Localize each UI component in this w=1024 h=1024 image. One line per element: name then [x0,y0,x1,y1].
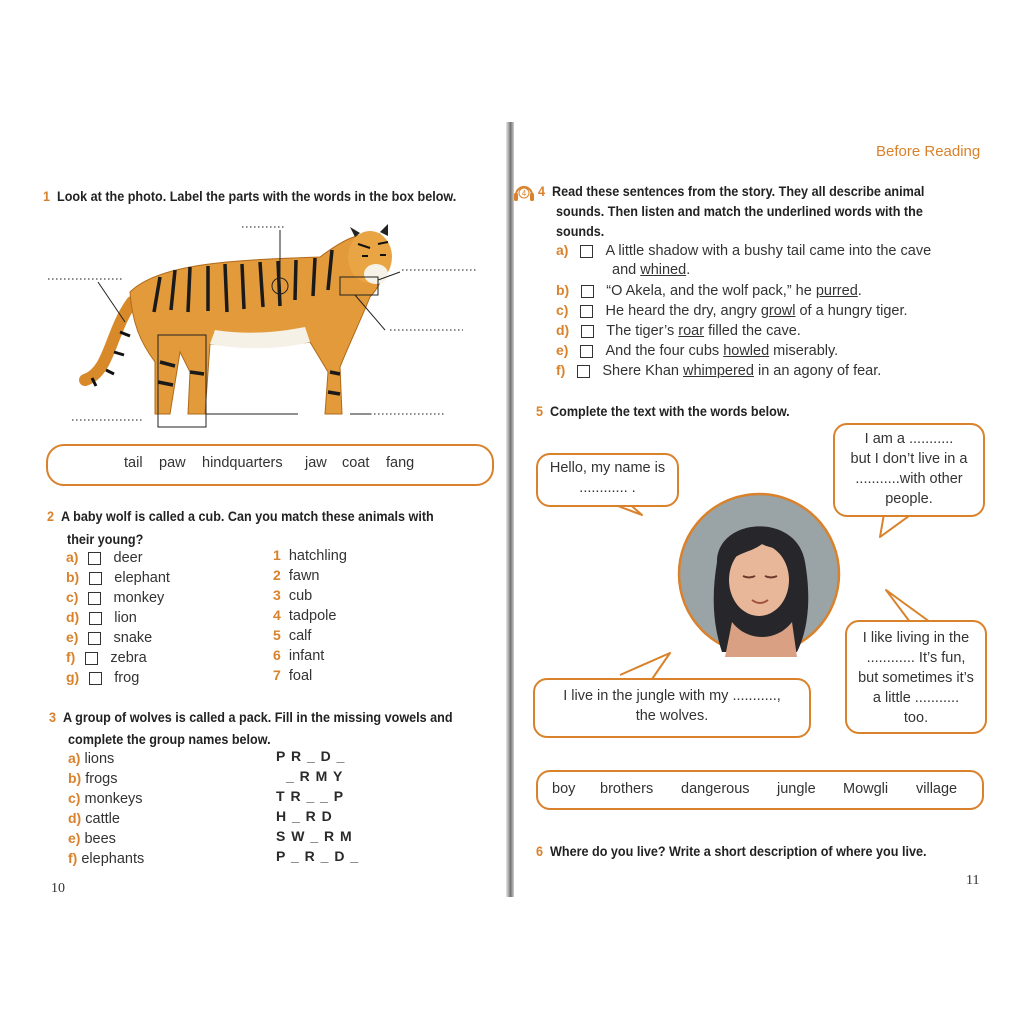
list-item: g) frog [66,669,140,686]
list-item: 2 fawn [273,567,320,584]
track-number: 4 [521,189,527,198]
exercise-4-heading: 4 Read these sentences from the story. They all describe animal [538,183,925,199]
speech-bubble: Hello, my name is ............ . [536,453,679,507]
group-name-puzzle: H _ R D [276,808,333,824]
list-item: 4 tadpole [273,607,337,624]
exercise-2-heading: 2 A baby wolf is called a cub. Can you match these animals with [47,508,434,524]
group-name-puzzle: T R _ _ P [276,788,345,804]
page-number-left: 10 [51,881,65,896]
list-item: 3 cub [273,587,313,604]
speech-bubble: I live in the jungle with my ..........., the wolves. [533,678,811,738]
exercise-3-heading-line2: complete the group names below. [68,731,271,747]
checkbox[interactable] [85,652,98,665]
checkbox[interactable] [89,572,102,585]
word-box-item: jaw [305,455,327,471]
checkbox[interactable] [577,365,590,378]
list-item: b) frogs [68,770,118,787]
list-item: e) bees [68,830,116,847]
checkbox[interactable] [580,305,593,318]
checkbox[interactable] [580,345,593,358]
sentence-item-continued: and whined. [612,262,691,278]
word-box-item: dangerous [681,781,750,797]
checkbox[interactable] [89,612,102,625]
exercise-3-heading: 3 A group of wolves is called a pack. Fill in the missing vowels and [49,709,453,725]
checkbox[interactable] [88,552,101,565]
checkbox[interactable] [580,245,593,258]
sentence-item: e) And the four cubs howled miserably. [556,342,839,359]
list-item: a) deer [66,549,143,566]
group-name-puzzle: S W _ R M [276,828,353,844]
checkbox[interactable] [581,325,594,338]
audio-track-icon[interactable] [512,181,536,203]
exercise-4-heading-line2: sounds. Then listen and match the underlined words with the [556,203,923,219]
checkbox[interactable] [581,285,594,298]
list-item: 1 hatchling [273,547,347,564]
word-box-item: jungle [777,781,816,797]
list-item: f) zebra [66,649,147,666]
word-box-item: paw [159,455,186,471]
sentence-item: f) Shere Khan whimpered in an agony of fear. [556,362,882,379]
list-item: a) lions [68,750,115,767]
list-item: 5 calf [273,627,312,644]
list-item: d) lion [66,609,137,626]
word-box-item: coat [342,455,370,471]
list-item: c) monkeys [68,790,143,807]
exercise-1-word-box [46,444,494,486]
page-number-right: 11 [966,873,980,888]
sentence-item: b) “O Akela, and the wolf pack,” he purred. [556,282,862,299]
exercise-4-heading-line3: sounds. [556,223,605,239]
sentence-item: a) A little shadow with a bushy tail came into the cave [556,242,932,259]
sentence-item: d) The tiger’s roar filled the cave. [556,322,801,339]
group-name-puzzle: P R _ D _ [276,748,346,764]
sentence-item: c) He heard the dry, angry growl of a hungry tiger. [556,302,908,319]
group-name-puzzle: _ R M Y [286,768,344,784]
word-box-item: tail [124,455,143,471]
word-box-item: fang [386,455,415,471]
group-name-puzzle: P _ R _ D _ [276,848,360,864]
speech-bubble: I like living in the ............ It’s fun, but sometimes it’s a little ........... too. [845,620,987,734]
checkbox[interactable] [88,592,101,605]
list-item: c) monkey [66,589,165,606]
word-box-item: brothers [600,781,654,797]
list-item: d) cattle [68,810,120,827]
word-box-item: hindquarters [202,455,283,471]
exercise-5-word-box [536,770,984,810]
exercise-5-heading: 5 Complete the text with the words below. [536,403,790,419]
speech-bubble: I am a ........... but I don’t live in a ...........with other people. [833,423,985,517]
list-item: b) elephant [66,569,170,586]
book-spine [506,122,514,897]
word-box-item: Mowgli [843,781,889,797]
word-box-item: boy [552,781,576,797]
tiger-photo [40,222,500,432]
checkbox[interactable] [88,632,101,645]
exercise-2-heading-line2: their young? [67,531,144,547]
exercise-6-heading: 6 Where do you live? Write a short description of where you live. [536,843,927,859]
list-item: 6 infant [273,647,325,664]
word-box-item: village [916,781,958,797]
section-title: Before Reading [876,143,981,160]
exercise-1-heading: 1 Look at the photo. Label the parts with the words in the box below. [43,188,457,204]
list-item: 7 foal [273,667,313,684]
list-item: f) elephants [68,850,145,867]
list-item: e) snake [66,629,153,646]
mowgli-portrait [677,492,842,657]
checkbox[interactable] [89,672,102,685]
